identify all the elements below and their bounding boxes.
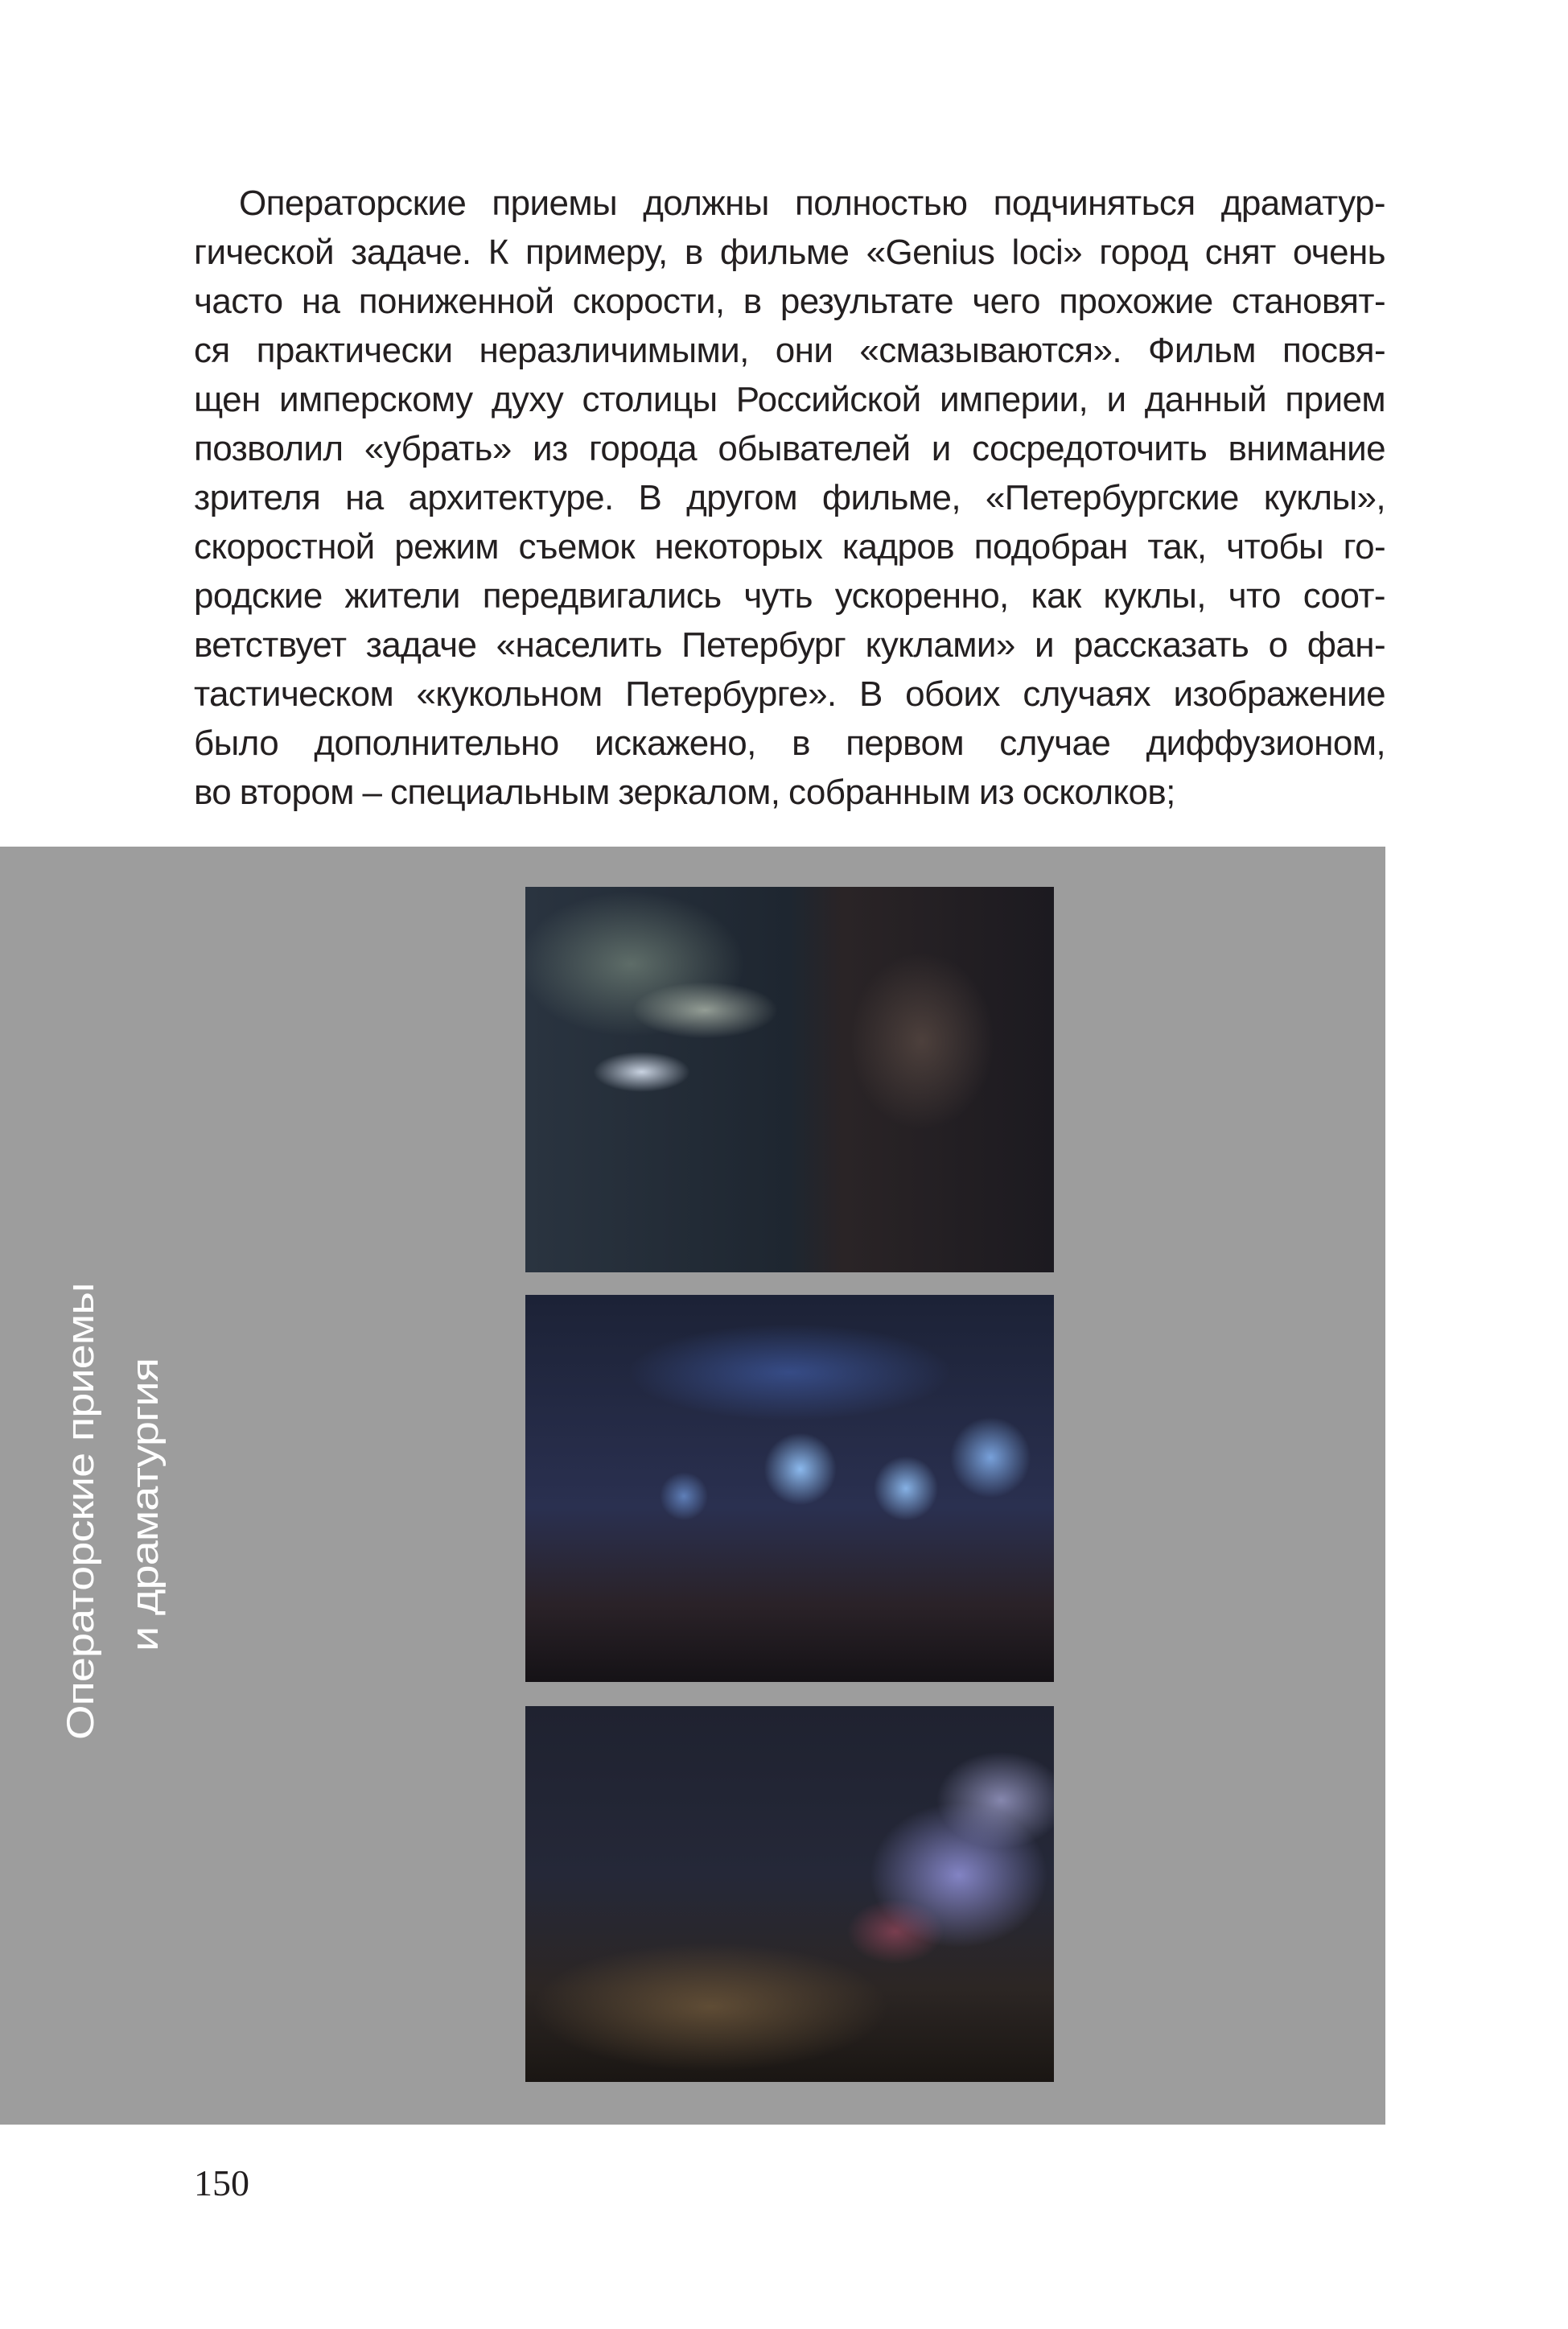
body-paragraph bbox=[194, 179, 1385, 817]
text-line: часто на пониженной скорости, в результате чего прохожие становят- bbox=[194, 282, 1385, 321]
text-line: тастическом «кукольном Петербурге». В обоих случаях изображение bbox=[194, 674, 1385, 714]
side-title-line-1: Операторские приемы bbox=[58, 1283, 102, 1740]
text-line: родские жители передвигались чуть ускоренно, как куклы, что соот- bbox=[194, 576, 1385, 616]
side-title-line-2: и драматургия bbox=[122, 1358, 167, 1651]
text-line: Операторские приемы должны полностью подчиняться драматур- bbox=[239, 183, 1385, 223]
page-number: 150 bbox=[194, 2162, 249, 2203]
text-line: позволил «убрать» из города обывателей и сосредоточить внимание bbox=[194, 429, 1385, 468]
text-line: ветствует задаче «населить Петербург куклами» и рассказать о фан- bbox=[194, 625, 1385, 665]
text-line: щен имперскому духу столицы Российской империи, и данный прием bbox=[194, 380, 1385, 419]
text-line: скоростной режим съемок некоторых кадров подобран так, чтобы го- bbox=[194, 527, 1385, 567]
film-still-cathedral-lights bbox=[525, 1706, 1054, 2082]
text-line: во втором – специальным зеркалом, собранным из осколков; bbox=[194, 773, 1175, 812]
film-still-blue-street-lights bbox=[525, 1295, 1054, 1682]
text-line: было дополнительно искажено, в первом случае диффузионом, bbox=[194, 723, 1385, 763]
text-line: гической задаче. К примеру, в фильме «Genius loci» город снят очень bbox=[194, 233, 1385, 272]
chapter-side-title bbox=[0, 847, 241, 2125]
film-still-blurred-city-statue bbox=[525, 887, 1054, 1272]
text-line: зрителя на архитектуре. В другом фильме, «Петербургские куклы», bbox=[194, 478, 1385, 517]
text-line: ся практически неразличимыми, они «смазываются». Фильм посвя- bbox=[194, 331, 1385, 370]
